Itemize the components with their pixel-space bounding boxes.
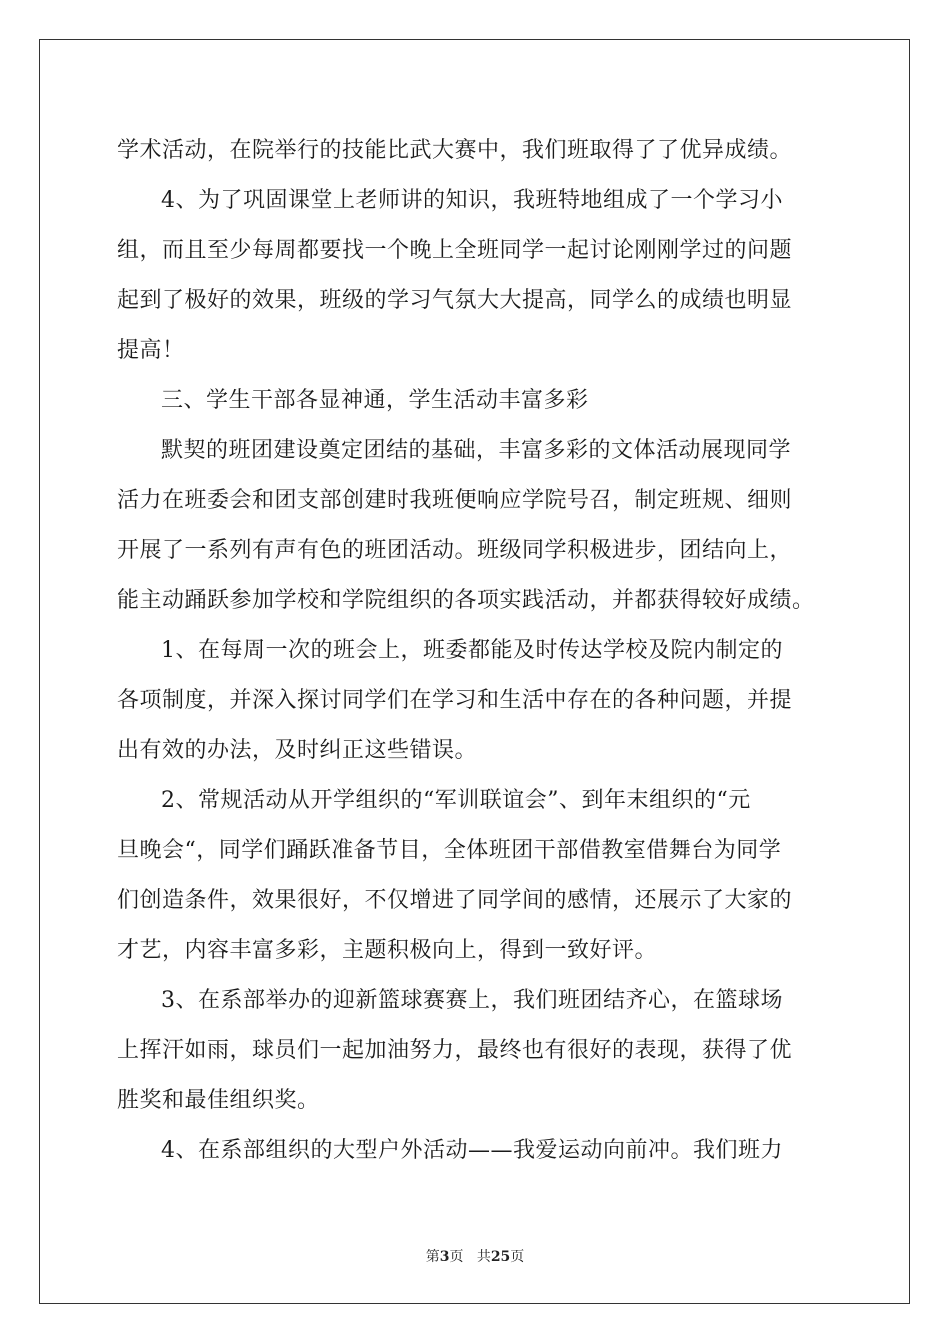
text-line: 出有效的办法，及时纠正这些错误。: [117, 738, 478, 763]
text-line: 们创造条件，效果很好，不仅增进了同学间的感情，还展示了大家的: [117, 888, 793, 913]
text-line: 组，而且至少每周都要找一个晚上全班同学一起讨论刚刚学过的问题: [117, 238, 793, 263]
text-line: 2、常规活动从开学组织的“军训联谊会”、到年末组织的“元: [161, 788, 751, 813]
page-footer: [0, 1246, 950, 1266]
total-label-suffix: 页: [510, 1249, 525, 1265]
text-line: 提高！: [117, 338, 185, 363]
document-body: [117, 126, 837, 1176]
text-line: 上挥汗如雨，球员们一起加油努力，最终也有很好的表现，获得了优: [117, 1038, 793, 1063]
text-line: 学术活动，在院举行的技能比武大赛中，我们班取得了了优异成绩。: [117, 138, 793, 163]
section-heading: 三、学生干部各显神通，学生活动丰富多彩: [161, 388, 589, 413]
text-line: 各项制度，并深入探讨同学们在学习和生活中存在的各种问题，并提: [117, 688, 793, 713]
text-line: 才艺，内容丰富多彩，主题积极向上，得到一致好评。: [117, 938, 658, 963]
text-line: 能主动踊跃参加学校和学院组织的各项实践活动，并都获得较好成绩。: [117, 588, 815, 613]
text-line: 活力在班委会和团支部创建时我班便响应学院号召，制定班规、细则: [117, 488, 793, 513]
total-pages: 25: [490, 1249, 511, 1265]
text-line: 默契的班团建设奠定团结的基础，丰富多彩的文体活动展现同学: [161, 438, 792, 463]
text-line: 4、为了巩固课堂上老师讲的知识，我班特地组成了一个学习小: [161, 188, 783, 213]
text-line: 4、在系部组织的大型户外活动——我爱运动向前冲。我们班力: [161, 1138, 783, 1163]
total-label-prefix: 共: [476, 1249, 491, 1265]
text-line: 起到了极好的效果，班级的学习气氛大大提高，同学么的成绩也明显: [117, 288, 793, 313]
page-label-suffix: 页: [449, 1249, 464, 1265]
text-line: 3、在系部举办的迎新篮球赛赛上，我们班团结齐心，在篮球场: [161, 988, 783, 1013]
text-line: 旦晚会“，同学们踊跃准备节目，全体班团干部借教室借舞台为同学: [117, 838, 782, 863]
text-line: 开展了一系列有声有色的班团活动。班级同学积极进步，团结向上，: [117, 538, 793, 563]
page-number: 3: [439, 1249, 450, 1265]
text-line: 1、在每周一次的班会上，班委都能及时传达学校及院内制定的: [161, 638, 783, 663]
page-label-prefix: 第: [425, 1249, 440, 1265]
text-line: 胜奖和最佳组织奖。: [117, 1088, 320, 1113]
